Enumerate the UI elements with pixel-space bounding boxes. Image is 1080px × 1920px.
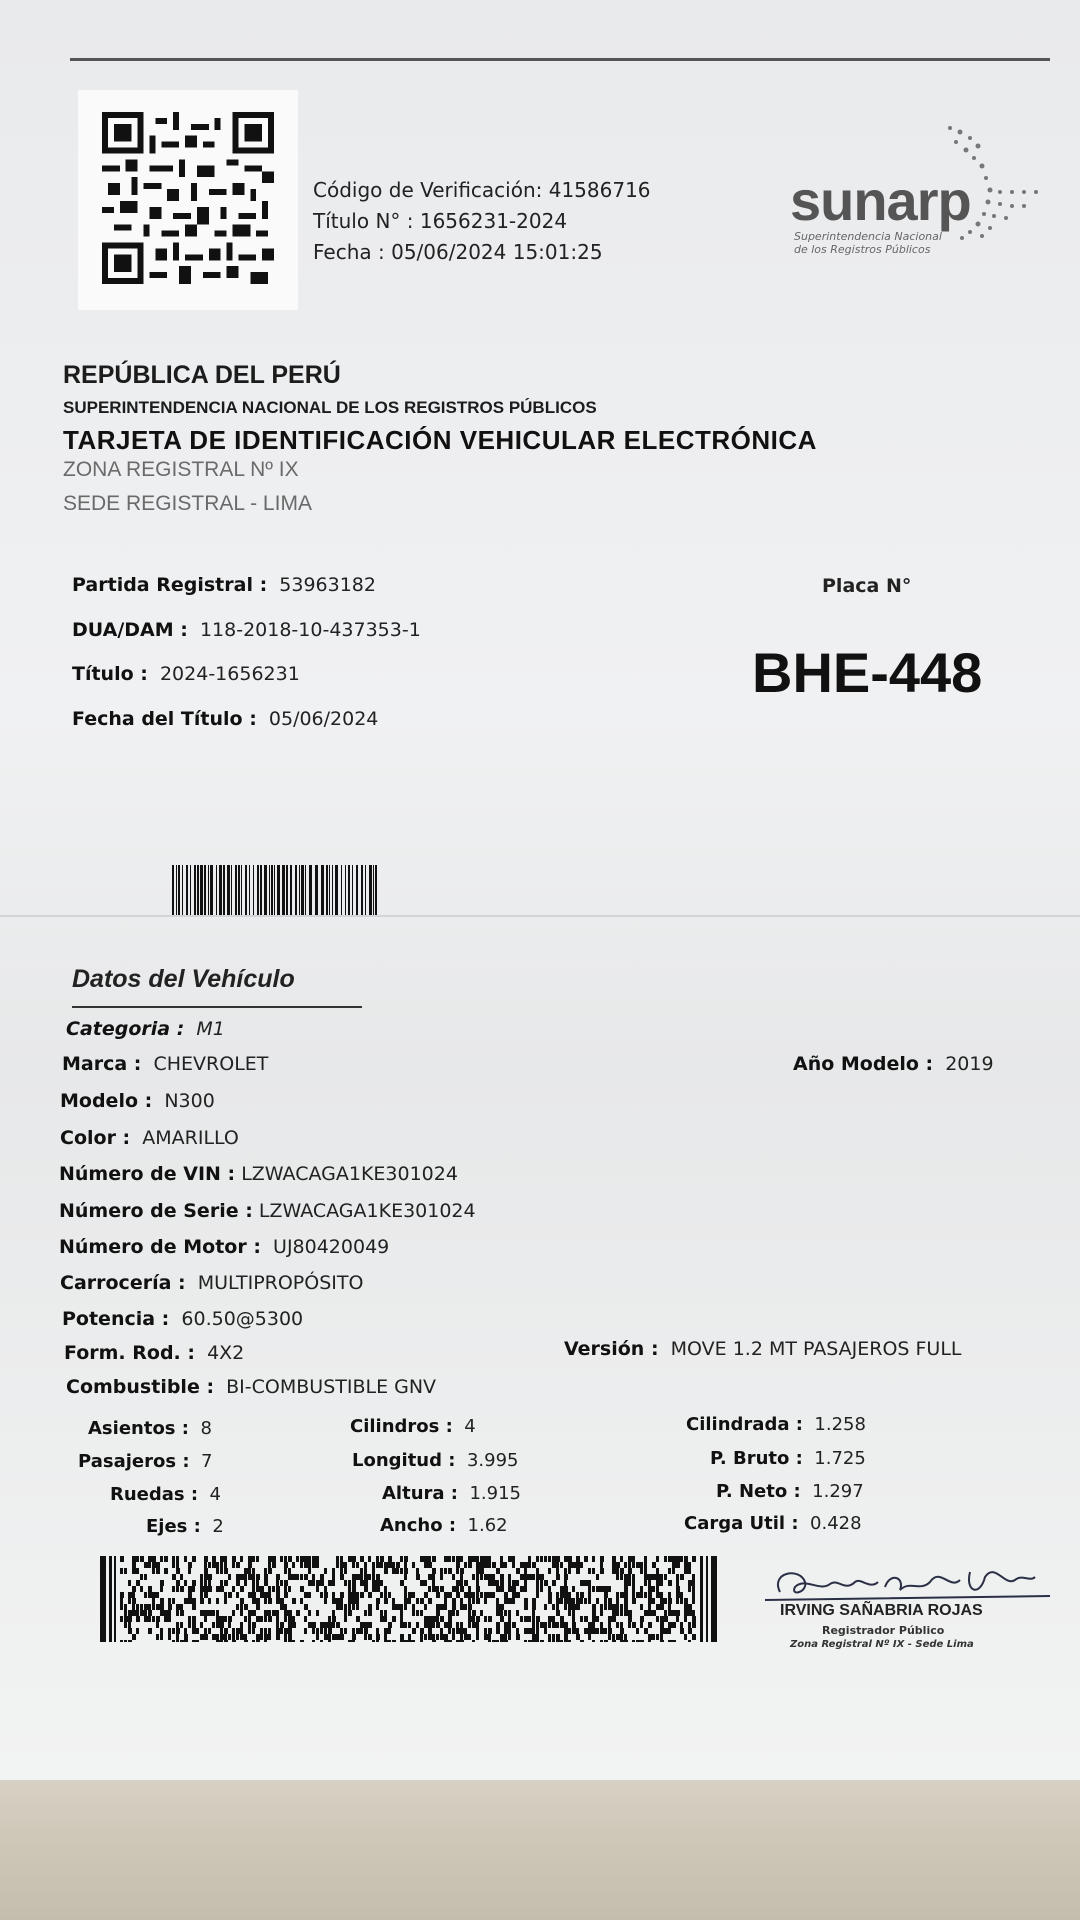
- ancho-field: Ancho : 1.62: [380, 1515, 508, 1536]
- document-title: TARJETA DE IDENTIFICACIÓN VEHICULAR ELECTRÓNICA: [63, 425, 817, 455]
- combustible-field: Combustible : BI-COMBUSTIBLE GNV: [66, 1376, 437, 1398]
- longitud-field: Longitud : 3.995: [352, 1450, 519, 1471]
- ruedas-field: Ruedas : 4: [110, 1484, 221, 1505]
- registrar-name: IRVING SAÑABRIA ROJAS: [780, 1602, 983, 1619]
- titulo-field: Título : 2024-1656231: [72, 663, 300, 685]
- sunarp-subtitle: Superintendencia Nacional de los Registros Públicos: [794, 230, 942, 256]
- peso-neto-field: P. Neto : 1.297: [716, 1481, 864, 1502]
- color-field: Color : AMARILLO: [60, 1127, 239, 1149]
- agency-heading: SUPERINTENDENCIA NACIONAL DE LOS REGISTROS PÚBLICOS: [63, 398, 597, 417]
- vehicle-section-title: Datos del Vehículo: [72, 965, 295, 993]
- plate-label: Placa N°: [822, 575, 912, 597]
- registrar-role: Registrador Público: [822, 1624, 945, 1637]
- potencia-field: Potencia : 60.50@5300: [62, 1308, 304, 1330]
- marca-field: Marca : CHEVROLET: [62, 1053, 269, 1075]
- motor-field: Número de Motor : UJ80420049: [59, 1236, 390, 1258]
- partida-field: Partida Registral : 53963182: [72, 574, 376, 596]
- paper-fold: [0, 915, 1080, 917]
- cilindros-field: Cilindros : 4: [350, 1416, 476, 1437]
- modelo-field: Modelo : N300: [60, 1090, 215, 1112]
- top-rule: [70, 58, 1050, 61]
- registrar-zone: Zona Registral Nº IX - Sede Lima: [790, 1639, 974, 1650]
- altura-field: Altura : 1.915: [382, 1483, 521, 1504]
- qr-code-icon: [102, 112, 274, 284]
- registry-seat: SEDE REGISTRAL - LIMA: [63, 492, 312, 515]
- registry-zone: ZONA REGISTRAL Nº IX: [63, 458, 299, 481]
- pdf417-barcode: [100, 1556, 720, 1642]
- carga-util-field: Carga Util : 0.428: [684, 1513, 862, 1534]
- dua-field: DUA/DAM : 118-2018-10-437353-1: [72, 619, 421, 641]
- table-surface: [0, 1770, 1080, 1920]
- categoria-field: Categoria : M1: [66, 1018, 225, 1040]
- sunarp-logo: [790, 120, 1060, 280]
- carroceria-field: Carrocería : MULTIPROPÓSITO: [60, 1272, 364, 1294]
- section-underline: [72, 1006, 362, 1008]
- small-barcode: [172, 865, 377, 917]
- signature-block: [760, 1552, 1060, 1662]
- cilindrada-field: Cilindrada : 1.258: [686, 1414, 866, 1435]
- vin-field: Número de VIN : LZWACAGA1KE301024: [59, 1163, 458, 1185]
- title-number: Título N° : 1656231-2024: [313, 209, 568, 233]
- plate-number: BHE-448: [752, 641, 983, 704]
- version-field: Versión : MOVE 1.2 MT PASAJEROS FULL: [564, 1338, 962, 1360]
- sunarp-wordmark: sunarp: [790, 169, 971, 232]
- fecha-titulo-field: Fecha del Título : 05/06/2024: [72, 708, 379, 730]
- formrod-field: Form. Rod. : 4X2: [64, 1342, 245, 1364]
- peso-bruto-field: P. Bruto : 1.725: [710, 1448, 866, 1469]
- asientos-field: Asientos : 8: [88, 1418, 212, 1439]
- verification-block: [313, 175, 651, 268]
- ejes-field: Ejes : 2: [146, 1516, 224, 1537]
- verification-code: Código de Verificación: 41586716: [313, 178, 651, 202]
- anio-field: Año Modelo : 2019: [793, 1053, 994, 1075]
- republic-heading: REPÚBLICA DEL PERÚ: [63, 361, 341, 389]
- pasajeros-field: Pasajeros : 7: [78, 1451, 213, 1472]
- issue-date: Fecha : 05/06/2024 15:01:25: [313, 240, 603, 264]
- serie-field: Número de Serie : LZWACAGA1KE301024: [59, 1200, 476, 1222]
